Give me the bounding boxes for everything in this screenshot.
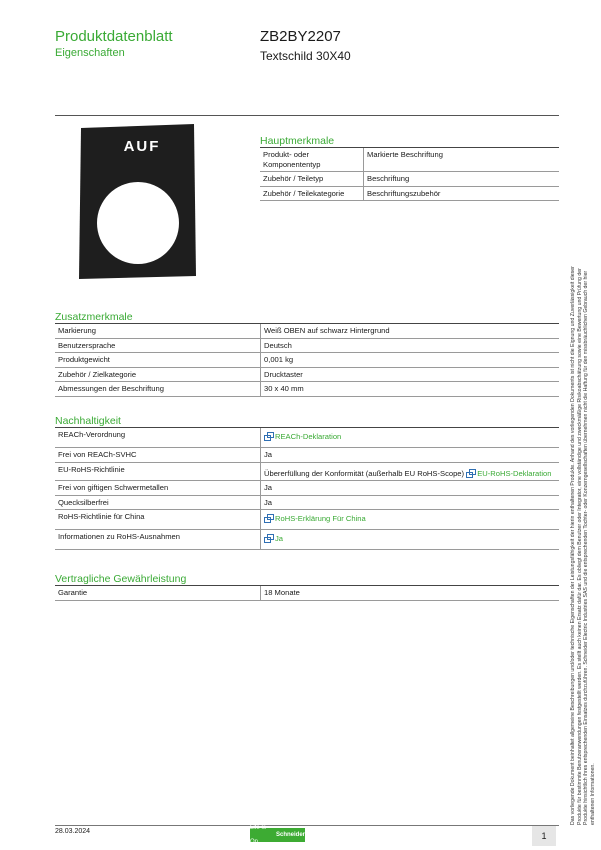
table-row (55, 530, 559, 550)
row-label: Garantie (55, 586, 261, 600)
row-value: Markierte Beschriftung (364, 148, 560, 172)
label-plate-text: AUF (123, 138, 161, 155)
row-value: Deutsch (261, 338, 560, 353)
row-label: Abmessungen der Beschriftung (55, 382, 261, 397)
footer-divider (55, 825, 559, 826)
table-row (55, 338, 559, 353)
row-label: RoHS-Richtlinie für China (55, 510, 261, 530)
footer-date: 28.03.2024 (55, 828, 91, 835)
table-row (55, 586, 559, 600)
main-characteristics-title: Hauptmerkmale (260, 135, 335, 147)
external-link-icon (264, 534, 274, 542)
table-row (55, 462, 559, 481)
external-link-icon (264, 514, 274, 522)
table-row (55, 428, 559, 448)
page-number: 1 (532, 826, 556, 846)
product-image (79, 124, 197, 280)
table-row (260, 186, 559, 201)
warranty-table (55, 586, 559, 601)
legal-disclaimer: Das vorliegende Dokument beinhaltet allgemeine Beschreibungen und/oder technische Eigenschaften der Leistungsfähigkeit der hierin enthaltenen Produkte. Anhand des vorliegenden Dokuments ist nicht die Eignung und Zuverlässigkeit dieser Produkte für bestimmte Benutzeranwendungen festgestellt werden. Es stellt auch keinen Ersatz dafür dar. Es obliegt dem Benutzer oder Integrator, eine vollständige und zweckmäßige Risikoabschätzung sowie eine Bewertung und Prüfung der Produkte hinsichtlich ihres entsprechenden Einsatzes durchzuführen. Schneider Electric Industries SAS und die entsprechenden Tochter- oder Konzerngesellschaften übernehmen nicht die Haftung für den missbräuchlichen Gebrauch der hier enthaltenen Informationen. (570, 266, 596, 825)
table-row (260, 172, 559, 187)
header-divider (55, 115, 559, 116)
row-label: Frei von REACh-SVHC (55, 448, 261, 463)
row-value: Beschriftungszubehör (364, 186, 560, 201)
row-label: EU-RoHS-Richtlinie (55, 462, 261, 481)
table-row (55, 510, 559, 530)
row-value: 18 Monate (261, 586, 560, 600)
logo-brand: Schneider (275, 832, 305, 838)
row-value: 30 x 40 mm (261, 382, 560, 397)
label-plate-hole (97, 182, 179, 264)
main-characteristics-table (260, 148, 559, 201)
sustainability-title: Nachhaltigkeit (55, 415, 121, 427)
rohs-exemptions-link[interactable]: Ja (275, 534, 284, 543)
row-label: Produkt- oder Komponententyp (260, 148, 364, 172)
table-row (55, 481, 559, 496)
reach-declaration-link[interactable]: REACh-Deklaration (275, 432, 342, 441)
table-row (55, 495, 559, 510)
external-link-icon (264, 432, 274, 440)
document-title: Produktdatenblatt (55, 28, 173, 45)
row-value: Drucktaster (261, 367, 560, 382)
row-value: Übererfüllung der Konformität (außerhalb EU RoHS-Scope) (264, 468, 465, 478)
row-label: Benutzersprache (55, 338, 261, 353)
row-label: Markierung (55, 324, 261, 338)
document-subtitle: Eigenschaften (55, 47, 125, 59)
complementary-title: Zusatzmerkmale (55, 311, 133, 323)
row-value: Ja (261, 481, 560, 496)
row-label: REACh-Verordnung (55, 428, 261, 448)
row-label: Zubehör / Teiletyp (260, 172, 364, 187)
table-row (55, 367, 559, 382)
warranty-title: Vertragliche Gewährleistung (55, 573, 187, 585)
external-link-icon (466, 469, 476, 477)
sustainability-table (55, 428, 559, 550)
eu-rohs-declaration-link[interactable]: EU-RoHS-Deklaration (477, 468, 552, 478)
row-label: Frei von giftigen Schwermetallen (55, 481, 261, 496)
schneider-logo (250, 825, 305, 845)
china-rohs-declaration-link[interactable]: RoHS-Erklärung Für China (275, 514, 366, 523)
row-label: Zubehör / Zielkategorie (55, 367, 261, 382)
table-row (55, 448, 559, 463)
product-reference: ZB2BY2207 (260, 28, 341, 45)
table-row (55, 324, 559, 338)
complementary-table (55, 324, 559, 397)
row-value: 0,001 kg (261, 353, 560, 368)
row-label: Informationen zu RoHS-Ausnahmen (55, 530, 261, 550)
table-row (260, 148, 559, 172)
row-value: Ja (261, 495, 560, 510)
row-value: Beschriftung (364, 172, 560, 187)
table-row (55, 353, 559, 368)
product-description: Textschild 30X40 (260, 49, 351, 63)
row-value: Ja (261, 448, 560, 463)
row-label: Produktgewicht (55, 353, 261, 368)
row-label: Quecksilberfrei (55, 495, 261, 510)
table-row (55, 382, 559, 397)
row-label: Zubehör / Teilekategorie (260, 186, 364, 201)
logo-tagline: Life Is On (250, 825, 267, 845)
row-value: Weiß OBEN auf schwarz Hintergrund (261, 324, 560, 338)
